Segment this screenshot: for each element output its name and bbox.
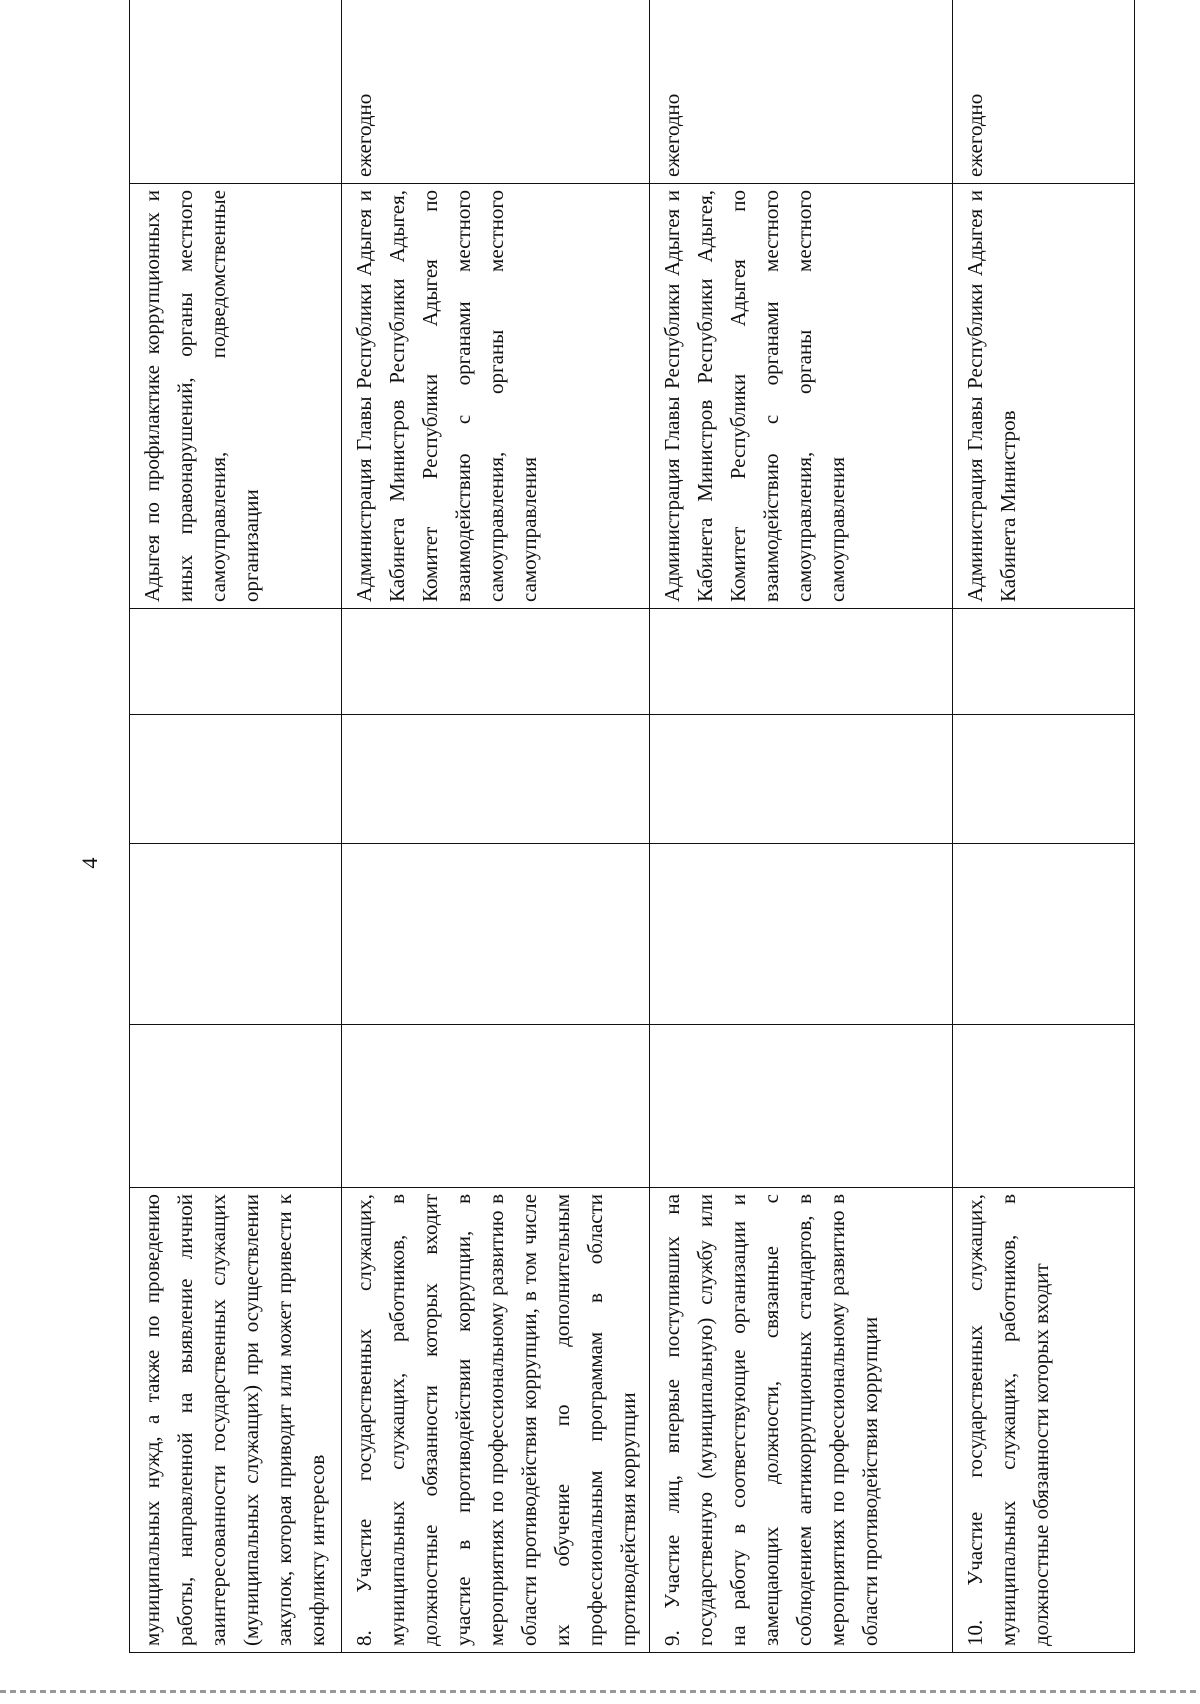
page-number: 4	[77, 857, 102, 869]
executor-cell: Администрация Главы Республики Адыгея и Кабинета Министров	[953, 184, 1135, 609]
empty-cell	[650, 844, 953, 1025]
executor-cell: Адыгея по профилактике коррупционных и иных правонарушений, органы местного самоуправления, подведомственные организации	[130, 184, 342, 609]
empty-cell	[342, 715, 650, 844]
empty-cell	[650, 1025, 953, 1188]
measure-cell: 8. Участие государственных служащих, муниципальных служащих, работников, в должностные обязанности которых входит участие в противодействии коррупции, в мероприятиях по профессиональному развитию в области противодействия коррупции, в том числе их обучение по дополнительным профессиональным программам в области противодействия коррупции	[342, 1188, 650, 1653]
executor-cell: Администрация Главы Республики Адыгея и Кабинета Министров Республики Адыгея, Комитет Республики Адыгея по взаимодействию с органами местного самоуправления, органы местного самоуправления	[342, 184, 650, 609]
scan-artifact-line	[0, 1690, 1200, 1693]
table-row	[342, 0, 650, 1653]
empty-cell	[953, 609, 1135, 715]
empty-cell	[953, 1025, 1135, 1188]
term-cell	[130, 0, 342, 184]
term-text: ежегодно	[352, 93, 376, 177]
measure-cell: муниципальных нужд, а также по проведению работы, направленной на выявление личной заинтересованности государственных служащих (муниципальных служащих) при осуществлении закупок, которая приводит или может привести к конфликту интересов	[130, 1188, 342, 1653]
empty-cell	[130, 1025, 342, 1188]
table-row	[650, 0, 953, 1653]
empty-cell	[953, 844, 1135, 1025]
table-row	[953, 0, 1135, 1653]
term-cell	[953, 0, 1135, 184]
plan-table	[129, 0, 1135, 1653]
term-cell	[342, 0, 650, 184]
table-row	[130, 0, 342, 1653]
empty-cell	[650, 609, 953, 715]
term-cell	[650, 0, 953, 184]
executor-cell: Администрация Главы Республики Адыгея и Кабинета Министров Республики Адыгея, Комитет Республики Адыгея по взаимодействию с органами местного самоуправления, органы местного самоуправления	[650, 184, 953, 609]
empty-cell	[130, 609, 342, 715]
empty-cell	[130, 844, 342, 1025]
measure-cell: 9. Участие лиц, впервые поступивших на государственную (муниципальную) службу или на работу в соответствующие организации и замещающих должности, связанные с соблюдением антикоррупционных стандартов, в мероприятиях по профессиональному развитию в области противодействия коррупции	[650, 1188, 953, 1653]
term-text: ежегодно	[963, 93, 987, 177]
empty-cell	[650, 715, 953, 844]
term-text: ежегодно	[660, 93, 684, 177]
empty-cell	[953, 715, 1135, 844]
plan-table-container	[129, 52, 1129, 1653]
empty-cell	[342, 609, 650, 715]
empty-cell	[130, 715, 342, 844]
measure-cell: 10. Участие государственных служащих, муниципальных служащих, работников, в должностные обязанности которых входит	[953, 1188, 1135, 1653]
empty-cell	[342, 844, 650, 1025]
empty-cell	[342, 1025, 650, 1188]
